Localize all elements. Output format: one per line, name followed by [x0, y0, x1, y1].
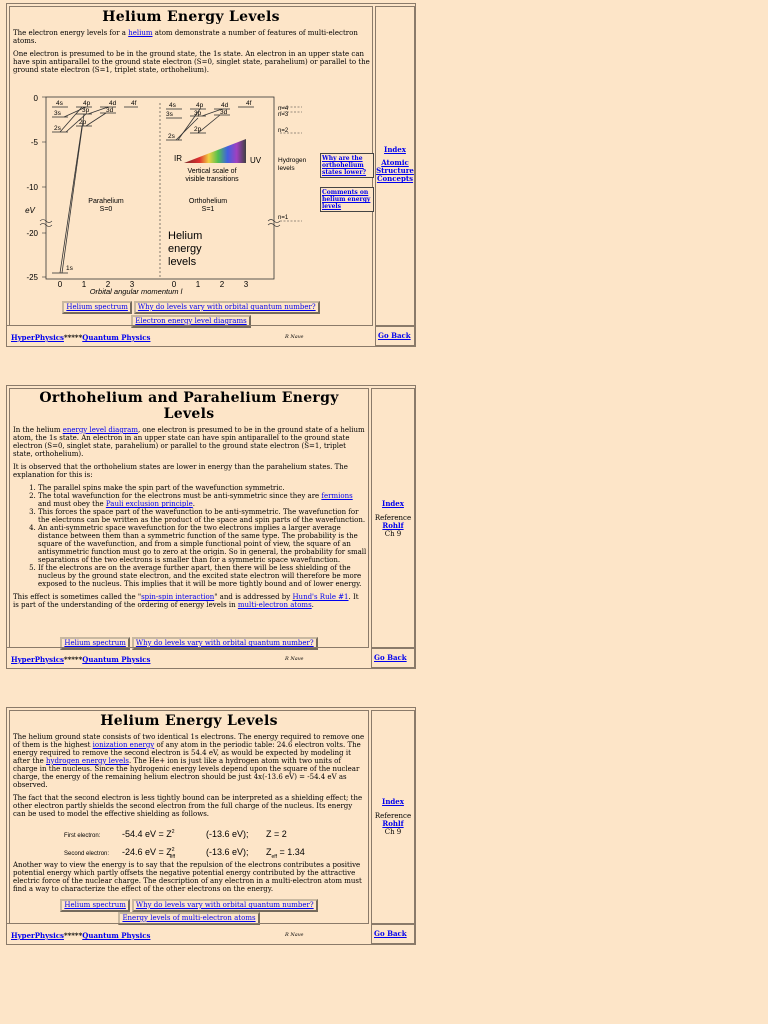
svg-text:1s: 1s — [66, 265, 73, 272]
panel2-footer: HyperPhysics*****Quantum Physics R Nave — [7, 647, 369, 668]
svg-text:1: 1 — [195, 280, 201, 289]
energy-level-diagram — [16, 93, 307, 296]
hydrogen-label: Hydrogen — [278, 157, 307, 164]
panel1-goback-cell — [375, 326, 415, 346]
helium-spectrum-button[interactable]: Helium spectrum — [60, 899, 130, 912]
shielding-paragraph: The fact that the second electron is less tightly bound can be interpreted as a shielding effect; the other electron partly shields the second electron from the full charge of the nucleus. Its energy can be used to model the effective shielding as follows. — [13, 794, 363, 818]
y-tick: -10 — [26, 183, 38, 192]
ionization-energy-link[interactable]: ionization energy — [92, 741, 155, 749]
svg-text:4d: 4d — [109, 100, 117, 107]
svg-text:4s: 4s — [56, 100, 63, 107]
list-item: 5. If the electrons are on the average further apart, then there will be less shielding of the nucleus by the ground state electron, and the excited state electron will therefore be more exposed to the nucleus. This implies that it will be more tightly bound and of lower energy. — [38, 564, 368, 588]
why-ortho-lower-box — [320, 153, 374, 178]
quantum-physics-link[interactable]: Quantum Physics — [82, 655, 151, 664]
helium-label-2: energy — [168, 243, 202, 255]
parahelium-spin: S=0 — [99, 206, 113, 213]
svg-text:4p: 4p — [196, 102, 204, 109]
panel2-main-cell — [9, 388, 369, 648]
panel1-nav-buttons — [10, 301, 372, 314]
helium-link[interactable]: helium — [128, 29, 153, 37]
second-electron-equation: Second electron: -24.6 eV = $Z^2_{eff}$ (-13.6 eV); $Z_{eff} = 1.34$ — [64, 847, 305, 860]
svg-text:4f: 4f — [131, 100, 137, 107]
list-item: 4. An anti-symmetric space wavefunction for the two electrons implies a larger average distance between them than a symmetric function of the same type. The probability is the square of the wavefunction, and from a simple functional point of view, the square of an antisymmetric function must go to zero at the origin. So in general, the probability for small separations of the two electrons is smaller than for a symmetric space wavefunction. — [38, 524, 368, 564]
svg-text:2: 2 — [105, 280, 111, 289]
hydrogen-n3: n=3 — [278, 112, 289, 118]
y-tick: 0 — [33, 94, 38, 103]
helium-spectrum-button[interactable]: Helium spectrum — [62, 301, 132, 314]
svg-text:3: 3 — [129, 280, 135, 289]
helium-label: Helium — [168, 230, 203, 242]
ev-label: eV — [25, 206, 35, 215]
svg-text:0: 0 — [57, 280, 63, 289]
helium-spectrum-button[interactable]: Helium spectrum — [60, 637, 130, 650]
hydrogen-n1: n=1 — [278, 215, 289, 221]
pauli-link[interactable]: Pauli exclusion principle — [105, 500, 193, 508]
hydrogen-n4: n=4 — [278, 106, 289, 112]
chapter-label: Ch 9 — [384, 530, 402, 538]
orthohelium-levels — [166, 107, 254, 140]
why-ortho-lower-link[interactable]: Why are the orthohelium states lower? — [322, 155, 367, 176]
y-tick: -25 — [26, 273, 38, 282]
first-electron-equation: First electron: -54.4 eV = $Z^2$ (-13.6 eV); Z = 2 — [64, 829, 287, 839]
svg-text:3s: 3s — [166, 111, 173, 118]
panel3-side-cell — [371, 710, 415, 924]
quantum-physics-link[interactable]: Quantum Physics — [82, 333, 151, 342]
svg-text:1: 1 — [81, 280, 87, 289]
svg-text:4p: 4p — [83, 100, 91, 107]
svg-text:2p: 2p — [194, 126, 202, 133]
spin-paragraph: One electron is presumed to be in the ground state, the 1s state. An electron in an upper state can have spin antiparallel to the ground state electron (S=0, singlet state, parahelium) or parallel to the ground state electron (S=1, triplet state, orthohelium). — [13, 50, 370, 74]
svg-text:2p: 2p — [79, 119, 87, 126]
atomic-structure-link[interactable]: Atomic Structure Concepts — [376, 158, 414, 183]
repulsion-paragraph: Another way to view the energy is to say that the repulsion of the electrons contributes a positive potential energy which partly offsets the negative potential energy contributed by the attractive electric force of the nuclear charge. The description of any electron in a multi-electron atom must find a way to characterize the effect of the other electrons on the energy. — [13, 861, 362, 893]
hydrogen-label-2: levels — [278, 165, 295, 172]
y-tick: -5 — [30, 138, 38, 147]
x-axis-label: Orbital angular momentum l — [89, 287, 183, 296]
index-link[interactable]: Index — [382, 797, 404, 806]
y-tick: -20 — [26, 229, 38, 238]
author-credit: R Nave — [285, 656, 304, 662]
panel1-main-cell — [9, 6, 373, 326]
hyperphysics-link[interactable]: HyperPhysics — [11, 655, 64, 664]
ortho-para-panel — [6, 385, 416, 669]
rohlf-link[interactable]: Rohlf — [382, 819, 404, 828]
fermions-link[interactable]: fermions — [321, 492, 353, 500]
orthohelium-spin: S=1 — [201, 206, 215, 213]
hyperphysics-link[interactable]: HyperPhysics — [11, 333, 64, 342]
go-back-link[interactable]: Go Back — [378, 331, 411, 340]
svg-text:0: 0 — [171, 280, 177, 289]
section-title: Helium Energy Levels — [100, 713, 278, 729]
why-levels-vary-button[interactable]: Why do levels vary with orbital quantum number? — [134, 301, 320, 314]
scale-text-2: visible transitions — [185, 176, 239, 183]
helium-levels-panel — [6, 3, 416, 347]
svg-text:3: 3 — [243, 280, 249, 289]
visible-spectrum — [184, 139, 246, 163]
panel3-main-cell — [9, 710, 369, 924]
energy-diagrams-button[interactable]: Electron energy level diagrams — [131, 315, 250, 328]
svg-text:3d: 3d — [220, 109, 228, 116]
spin-spin-paragraph: This effect is sometimes called the "spin-spin interaction" and is addressed by Hund's Rule #1. It is part of the understanding of the ordering of energy levels in multi-electron atoms. — [13, 593, 359, 609]
hydrogen-levels-link[interactable]: hydrogen energy levels — [45, 757, 129, 765]
comments-helium-link[interactable]: Comments on helium energy levels — [322, 189, 371, 210]
scale-text: Vertical scale of — [187, 168, 237, 175]
multi-electron-levels-button[interactable]: Energy levels of multi-electron atoms — [118, 912, 259, 925]
parahelium-levels — [52, 107, 138, 273]
index-link[interactable]: Index — [384, 145, 406, 154]
svg-text:4d: 4d — [221, 102, 229, 109]
svg-text:3p: 3p — [194, 110, 202, 117]
spin-spin-link[interactable]: spin-spin interaction — [141, 593, 215, 601]
page-title: Helium Energy Levels — [102, 9, 280, 25]
observation-paragraph: It is observed that the orthohelium states are lower in energy than the parahelium states. The explanation for this is: — [13, 463, 348, 479]
panel1-side-cell — [375, 6, 415, 326]
panel3-footer: HyperPhysics*****Quantum Physics R Nave — [7, 923, 369, 944]
svg-text:2: 2 — [219, 280, 225, 289]
panel2-side-cell — [371, 388, 415, 648]
comments-box — [320, 187, 374, 212]
go-back-link[interactable]: Go Back — [374, 653, 407, 662]
ground-state-paragraph: The helium ground state consists of two identical 1s electrons. The energy required to remove one of them is the highest ionization energy of any atom in the periodic table: 24.6 electron volts. The energy required to remove the second electron is 54.4 eV, as would be expected by modeling it after the hydrogen energy levels. The He+ ion is just like a hydrogen atom with two units of charge in the nucleus. Since the hydrogenic energy levels depend upon the square of the nuclear charge, the energy of the remaining helium electron should be just 4x(-13.6 eV) = -54.4 eV as observed. — [13, 733, 365, 789]
list-item: 3. This forces the space part of the wavefunction to be anti-symmetric. The wavefunction for the electrons can be written as the product of the space and spin parts of the wavefunction. — [38, 508, 368, 524]
chapter-label: Ch 9 — [384, 828, 402, 836]
panel1-footer: HyperPhysics*****Quantum Physics R Nave — [7, 325, 373, 346]
author-credit: R Nave — [285, 932, 304, 938]
hydrogen-levels — [280, 107, 302, 221]
index-link[interactable]: Index — [382, 499, 404, 508]
helium-label-3: levels — [168, 256, 197, 268]
svg-text:3p: 3p — [82, 107, 90, 114]
panel3-nav-buttons — [10, 899, 368, 912]
ortho-intro-paragraph: In the helium energy level diagram, one electron is presumed to be in the ground state of a helium atom, the 1s state. An electron in an upper state can have spin antiparallel to the ground state electron (S=0, singlet state, parahelium) or parallel to the ground state electron (S=1, triplet state, orthohelium). — [13, 426, 365, 458]
quantum-physics-link[interactable]: Quantum Physics — [82, 931, 151, 940]
hyperphysics-link[interactable]: HyperPhysics — [11, 931, 64, 940]
reference-label: Reference — [374, 514, 412, 522]
svg-text:4f: 4f — [246, 100, 252, 107]
orthohelium-label: Orthohelium — [188, 198, 228, 205]
why-levels-vary-button[interactable]: Why do levels vary with orbital quantum number? — [132, 899, 318, 912]
why-levels-vary-button[interactable]: Why do levels vary with orbital quantum number? — [132, 637, 318, 650]
explanation-list — [10, 484, 368, 588]
svg-text:2s: 2s — [168, 133, 175, 140]
panel3-goback-cell — [371, 924, 415, 944]
svg-text:3d: 3d — [106, 107, 114, 114]
section-title: Orthohelium and Parahelium Energy Levels — [39, 390, 339, 422]
panel2-goback-cell — [371, 648, 415, 668]
svg-text:3s: 3s — [54, 110, 61, 117]
uv-label: UV — [250, 156, 262, 165]
list-item: 2. The total wavefunction for the electrons must be anti-symmetric since they are fermions and must obey the Pauli exclusion principle. — [38, 492, 368, 508]
intro-paragraph: The electron energy levels for a helium atom demonstrate a number of features of multi-electron atoms. — [13, 29, 358, 45]
author-credit: R Nave — [285, 334, 304, 340]
hunds-rule-link[interactable]: Hund's Rule #1 — [292, 593, 349, 601]
hydrogen-n2: n=2 — [278, 128, 289, 134]
energy-level-diagram-link[interactable]: energy level diagram — [62, 426, 138, 434]
list-item: 1. The parallel spins make the spin part of the wavefunction symmetric. — [38, 484, 368, 492]
go-back-link[interactable]: Go Back — [374, 929, 407, 938]
parahelium-label: Parahelium — [88, 198, 124, 205]
reference-label: Reference — [374, 812, 412, 820]
helium-ground-state-panel — [6, 707, 416, 945]
level-labels — [54, 100, 252, 272]
svg-text:4s: 4s — [169, 102, 176, 109]
ir-label: IR — [174, 154, 182, 163]
multi-electron-link[interactable]: multi-electron atoms — [237, 601, 312, 609]
svg-text:2s: 2s — [54, 125, 61, 132]
rohlf-link[interactable]: Rohlf — [382, 521, 404, 530]
